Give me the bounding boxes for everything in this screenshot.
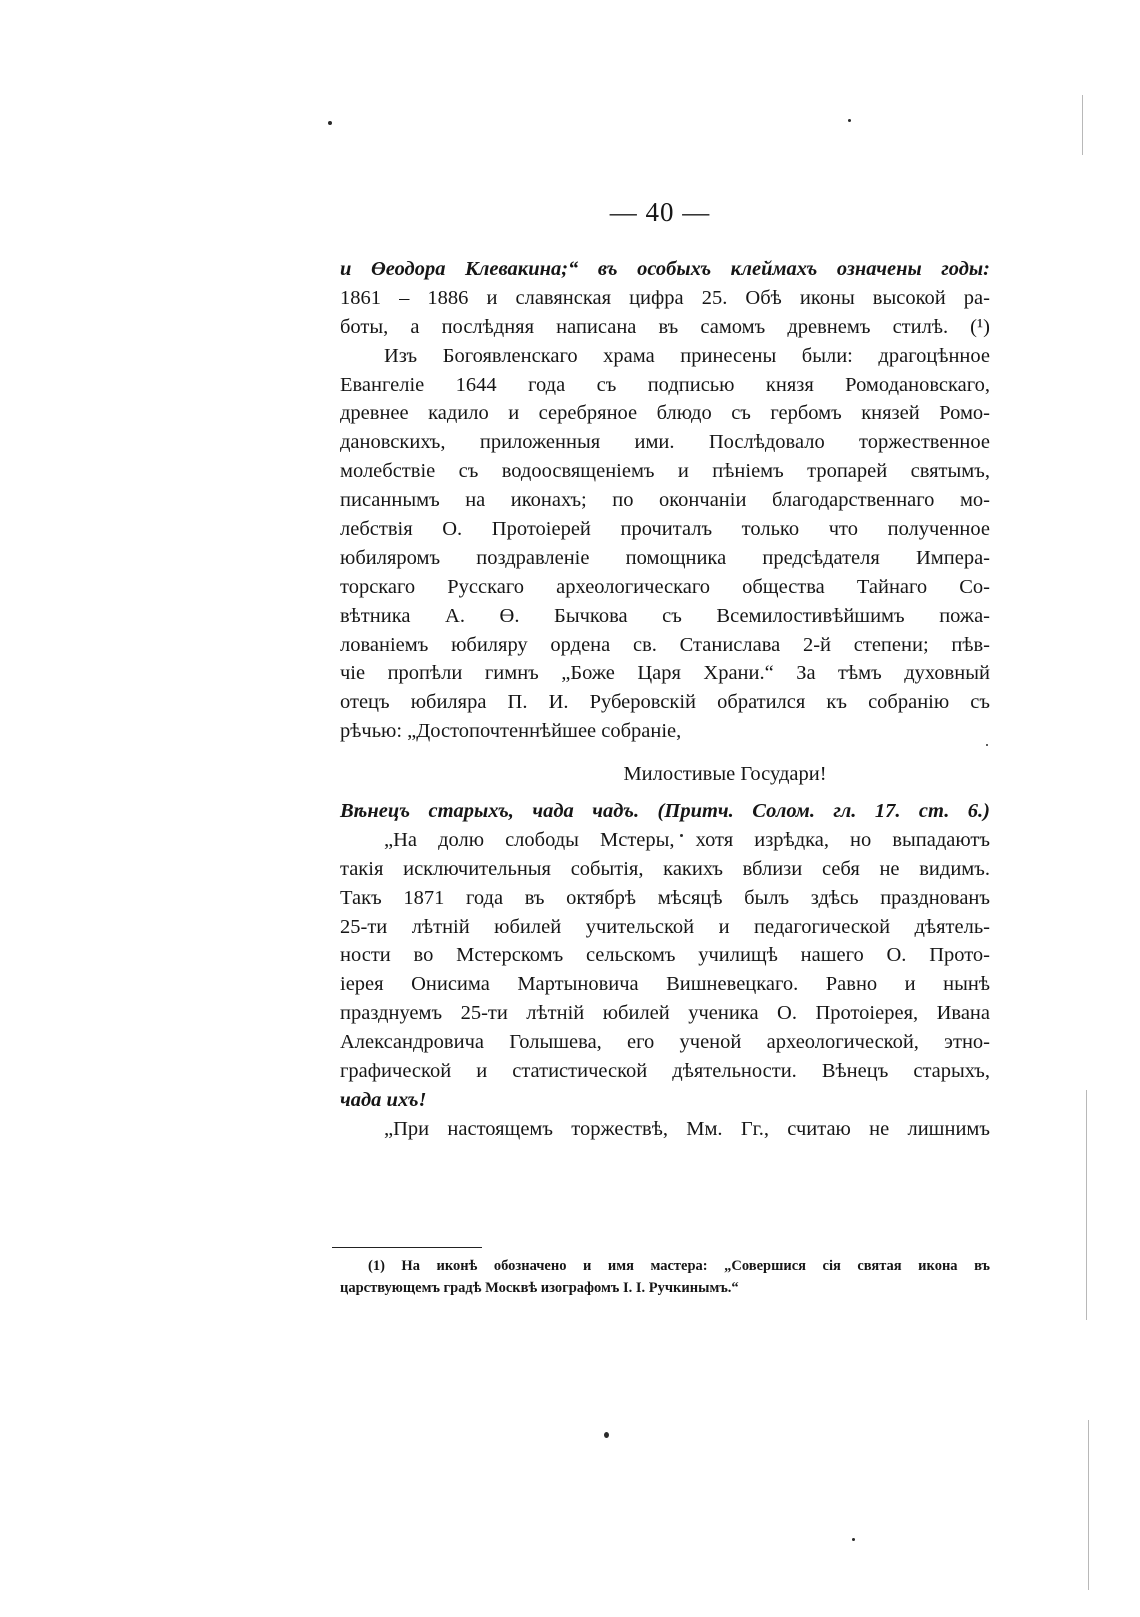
text-line: дановскихъ, приложенныя ими. Послѣдовало торжественное xyxy=(340,431,990,454)
text-line: чіе пропѣли гимнъ „Боже Царя Храни.“ За тѣмъ духовный xyxy=(340,662,990,685)
text-line: такія исключительныя событія, какихъ вблизи себя не видимъ. xyxy=(340,857,990,880)
text-line: юбиляромъ поздравленіе помощника предсѣдателя Импера- xyxy=(340,546,990,569)
text-line: графической и статистической дѣятельности. Вѣнецъ старыхъ, xyxy=(340,1060,990,1083)
scan-speck xyxy=(852,1538,855,1541)
epigraph-text: Вѣнецъ старыхъ, чада чадъ. (Притч. Солом. гл. 17. ст. 6.) xyxy=(340,800,990,823)
text-line: боты, а послѣдняя написана въ самомъ древнемъ стилѣ. (¹) xyxy=(340,315,990,338)
epigraph xyxy=(340,797,990,826)
footnote xyxy=(340,1255,990,1299)
paragraph-start-line: „На долю слободы Мстеры, хотя изрѣдка, но выпадаютъ xyxy=(384,828,990,851)
spacer xyxy=(340,789,990,797)
text-line: отецъ юбиляра П. И. Руберовскій обратился къ собранію съ xyxy=(340,691,990,714)
text-line: 1861 – 1886 и славянская цифра 25. Обѣ иконы высокой ра- xyxy=(340,286,990,309)
text-line-italic: чада ихъ! xyxy=(340,1088,427,1111)
scan-speck xyxy=(328,121,332,125)
scan-speck xyxy=(848,119,851,122)
text-line: древнее кадило и серебряное блюдо съ гербомъ князей Ромо- xyxy=(340,402,990,425)
scan-speck xyxy=(604,1432,609,1438)
page-number: — 40 — xyxy=(609,197,711,227)
text-line: рѣчью: „Достопочтеннѣйшее собраніе, xyxy=(340,720,682,743)
text-line: лованіемъ юбиляру ордена св. Станислава 2-й степени; пѣв- xyxy=(340,633,990,656)
text-line: торскаго Русскаго археологическаго общества Тайнаго Со- xyxy=(340,575,990,598)
text-line: вѣтника А. Ө. Бычкова съ Всемилостивѣйшимъ пожа- xyxy=(340,604,990,627)
scan-edge-line xyxy=(1082,95,1083,155)
paragraph-start-line: Изъ Богоявленскаго храма принесены были: драгоцѣнное xyxy=(384,344,990,367)
body-text xyxy=(340,255,990,1144)
text-line: 25-ти лѣтній юбилей учительской и педагогической дѣятель- xyxy=(340,915,990,938)
footnote-rule xyxy=(332,1247,482,1248)
text-line: Евангеліе 1644 года съ подписью князя Ромодановскаго, xyxy=(340,373,990,396)
scan-edge-line xyxy=(1088,1420,1089,1590)
text-line xyxy=(340,255,990,284)
footnote-line: царствующемъ градѣ Москвѣ изографомъ І. І. Ручкинымъ.“ xyxy=(340,1280,739,1296)
text-line: Такъ 1871 года въ октябрѣ мѣсяцѣ былъ здѣсь празднованъ xyxy=(340,886,990,909)
text-line: празднуемъ 25-ти лѣтній юбилей ученика О. Протоіерея, Ивана xyxy=(340,1002,990,1025)
text-line: лебствія О. Протоіерей прочиталъ только что полученное xyxy=(340,518,990,541)
footnote-line: (1) На иконѣ обозначено и имя мастера: „Совершися сія святая икона въ xyxy=(368,1258,990,1274)
paragraph-start-line: „При настоящемъ торжествѣ, Мм. Гг., считаю не лишнимъ xyxy=(384,1117,990,1140)
text-line: Александровича Голышева, его ученой археологической, этно- xyxy=(340,1031,990,1054)
spacer xyxy=(340,746,990,760)
text-line: іерея Онисима Мартыновича Вишневецкаго. Равно и нынѣ xyxy=(340,973,990,996)
text-line: молебствіе съ водоосвященіемъ и пѣніемъ тропарей святымъ, xyxy=(340,460,990,483)
text-line: писаннымъ на иконахъ; по окончаніи благодарственнаго мо- xyxy=(340,489,990,512)
scan-edge-line xyxy=(1086,1090,1087,1320)
text-line xyxy=(340,1086,990,1115)
text-line-italic: и Өеодора Клевакина;“ въ особыхъ клеймахъ означены годы: xyxy=(340,258,990,280)
salutation: Милостивые Государи! xyxy=(623,763,827,786)
text-line: ности во Мстерскомъ сельскомъ училищѣ нашего О. Прото- xyxy=(340,944,990,967)
